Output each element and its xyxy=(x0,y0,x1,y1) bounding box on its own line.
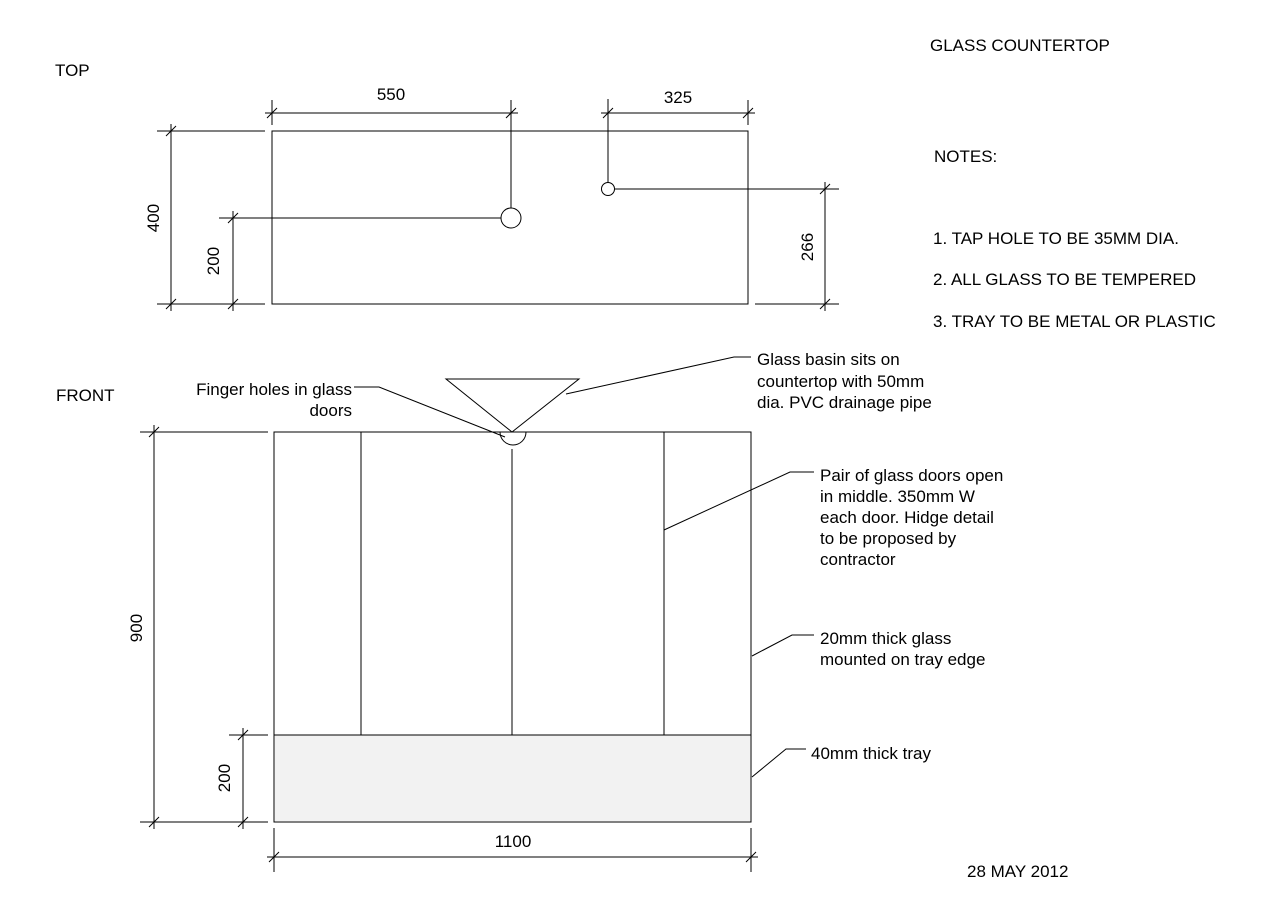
leader-line xyxy=(566,357,751,394)
annotation-basin xyxy=(566,350,932,412)
tray xyxy=(275,735,750,821)
dimension-label: 400 xyxy=(144,203,163,233)
drawing-title: GLASS COUNTERTOP xyxy=(930,36,1110,55)
dimension-1100 xyxy=(267,828,758,872)
note-item: 3. TRAY TO BE METAL OR PLASTIC xyxy=(933,312,1216,331)
dimension-550 xyxy=(265,85,518,208)
annotation-text: dia. PVC drainage pipe xyxy=(757,393,932,412)
dimension-label: 325 xyxy=(663,88,693,107)
tap-hole xyxy=(602,183,615,196)
dimension-200-top xyxy=(204,211,501,311)
leader-line xyxy=(354,387,505,437)
annotation-text: in middle. 350mm W xyxy=(820,487,975,506)
dimension-label: 1100 xyxy=(494,832,532,851)
annotation-tray xyxy=(752,744,931,777)
annotation-text: mounted on tray edge xyxy=(820,650,986,669)
front-view xyxy=(127,379,758,872)
dimension-label: 200 xyxy=(204,246,223,276)
annotation-text: Pair of glass doors open xyxy=(820,466,1004,485)
dimension-label: 550 xyxy=(376,85,406,104)
annotation-text: each door. Hidge detail xyxy=(820,508,994,527)
annotation-text: Glass basin sits on xyxy=(757,350,900,369)
leader-line xyxy=(752,635,814,656)
note-item: 2. ALL GLASS TO BE TEMPERED xyxy=(933,270,1196,289)
dimension-900 xyxy=(127,425,268,829)
annotation-glass-thickness xyxy=(752,629,985,669)
annotation-text: 20mm thick glass xyxy=(820,629,952,648)
dimension-label: 900 xyxy=(127,613,146,643)
annotation-text: contractor xyxy=(820,550,896,569)
leader-line xyxy=(664,472,814,530)
notes-heading: NOTES: xyxy=(934,147,998,166)
top-view-label: TOP xyxy=(55,61,90,80)
drain-hole xyxy=(501,208,521,228)
annotation-text: Finger holes in glass xyxy=(196,380,352,399)
leader-line xyxy=(752,749,806,777)
top-view xyxy=(144,85,839,311)
annotation-doors xyxy=(664,466,1003,569)
dimension-325 xyxy=(601,88,755,183)
dimension-266 xyxy=(614,182,839,311)
dimension-200-front xyxy=(215,728,268,829)
glass-basin xyxy=(446,379,579,432)
notes-block xyxy=(933,147,1216,331)
annotation-text: doors xyxy=(309,401,352,420)
drawing-date: 28 MAY 2012 xyxy=(967,862,1069,881)
annotation-text: to be proposed by xyxy=(820,529,957,548)
dimension-label: 200 xyxy=(215,763,234,793)
note-item: 1. TAP HOLE TO BE 35MM DIA. xyxy=(933,229,1179,248)
finger-hole xyxy=(500,432,526,445)
dimension-label: 266 xyxy=(798,232,817,262)
annotation-text: 40mm thick tray xyxy=(811,744,931,763)
front-view-label: FRONT xyxy=(56,386,115,405)
annotation-text: countertop with 50mm xyxy=(757,372,925,391)
